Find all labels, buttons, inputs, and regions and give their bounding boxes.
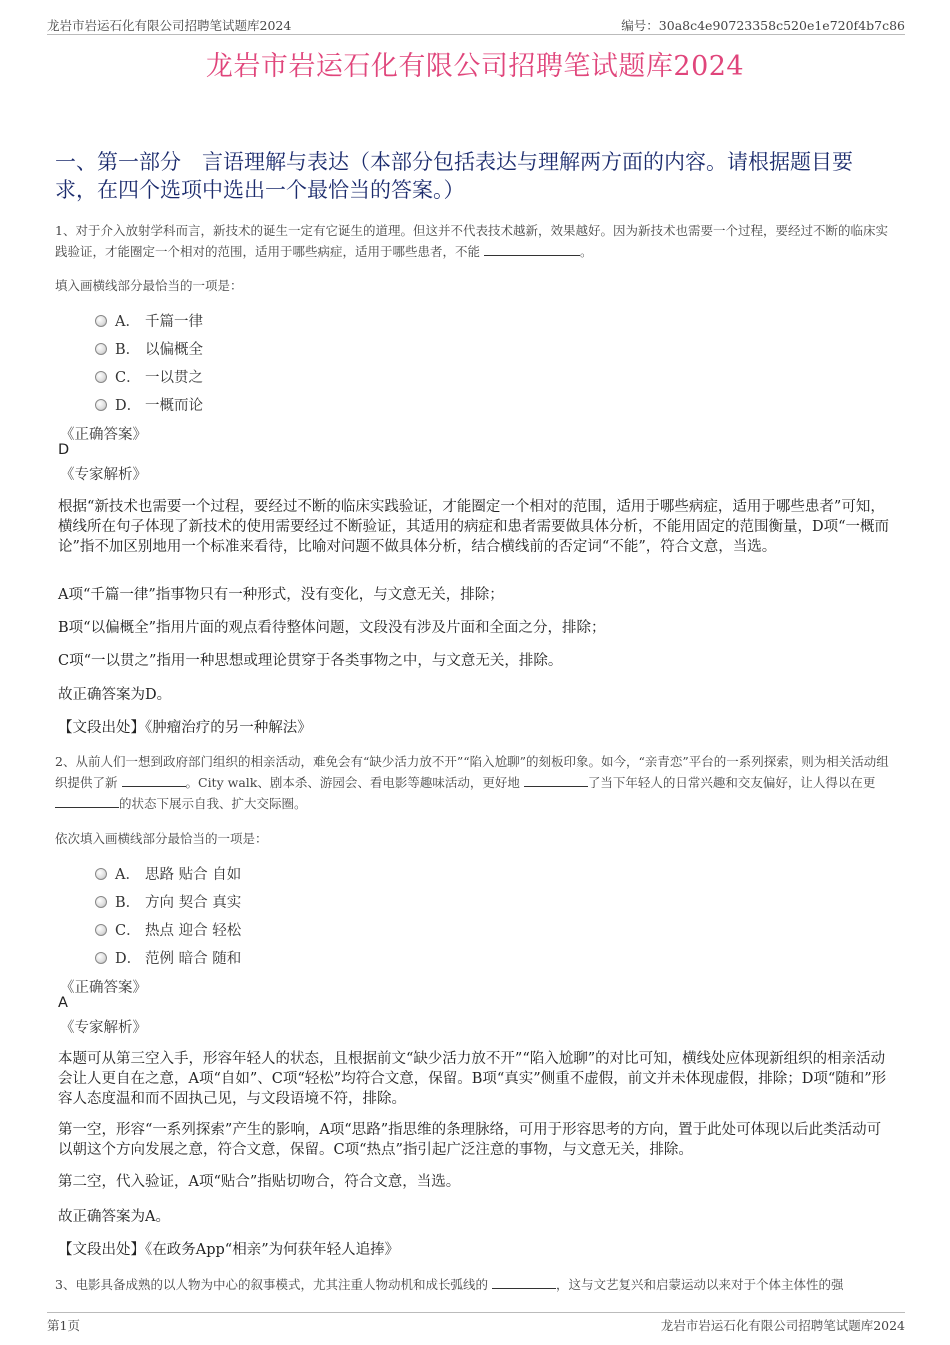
- q1-option-d[interactable]: [95, 394, 203, 414]
- q1-source: 【文段出处】《肿瘤治疗的另一种解法》: [58, 720, 312, 736]
- q1-analysis-paragraph: C项“一以贯之”指用一种思想或理论贯穿于各类事物之中，与文意无关，排除。: [58, 653, 563, 669]
- option-letter: C．: [115, 370, 141, 386]
- q2-analysis-paragraph: 故正确答案为A。: [58, 1209, 170, 1225]
- question-2-stem: 了当下年轻人的日常兴趣和交友偏好，让人得以在更: [587, 775, 876, 790]
- answer-blank: [524, 774, 588, 787]
- option-letter: D．: [115, 951, 142, 967]
- footer-doc-name: 龙岩市岩运石化有限公司招聘笔试题库2024: [660, 1318, 905, 1333]
- option-letter: D．: [115, 398, 142, 414]
- option-text: 以偏概全: [145, 342, 203, 358]
- q1-analysis-paragraph: A项“千篇一律”指事物只有一种形式，没有变化，与文意无关，排除；: [58, 587, 504, 603]
- page-header: [47, 14, 905, 35]
- q1-answer-label: 《正确答案》: [60, 427, 147, 443]
- option-text: 千篇一律: [145, 314, 203, 330]
- q2-option-b[interactable]: [95, 891, 241, 911]
- answer-blank: [492, 1276, 556, 1289]
- radio-icon[interactable]: [95, 399, 107, 411]
- page-footer: [47, 1312, 905, 1333]
- q2-source: 【文段出处】《在政务App“相亲”为何获年轻人追捧》: [58, 1242, 400, 1258]
- q1-analysis-paragraph: B项“以偏概全”指用片面的观点看待整体问题，文段没有涉及片面和全面之分，排除；: [58, 620, 606, 636]
- document-title: 龙岩市岩运石化有限公司招聘笔试题库2024: [205, 51, 745, 82]
- option-text: 一概而论: [145, 398, 203, 414]
- q1-answer: D: [58, 442, 70, 458]
- q1-option-b[interactable]: [95, 338, 203, 358]
- radio-icon[interactable]: [95, 896, 107, 908]
- option-letter: A．: [115, 867, 140, 883]
- page-number: 第1页: [47, 1318, 80, 1333]
- q2-option-a[interactable]: [95, 863, 241, 883]
- answer-blank: [484, 243, 580, 256]
- q2-analysis-label: 《专家解析》: [60, 1020, 147, 1036]
- question-3-stem: ，这与文艺复兴和启蒙运动以来对于个体主体性的强: [555, 1277, 844, 1292]
- q2-option-c[interactable]: [95, 919, 241, 939]
- question-2-prompt: 依次填入画横线部分最恰当的一项是：: [55, 831, 268, 846]
- q2-analysis-paragraph: 本题可从第三空入手，形容年轻人的状态，且根据前文“缺少活力放不开”“陷入尬聊”的对比可知，横线处应体现新组织的相亲活动会让人更自在之意，A项“自如”、C项“轻松”均符合文意，保留。B项“真实”侧重不虚假，前文并未体现虚假，排除；D项“随和”形容人态度温和而不固执己见，与文段语境不符，排除。: [58, 1051, 887, 1107]
- answer-blank: [55, 795, 119, 808]
- q2-option-d[interactable]: [95, 947, 241, 967]
- option-letter: A．: [115, 314, 140, 330]
- radio-icon[interactable]: [95, 371, 107, 383]
- option-text: 思路 贴合 自如: [145, 867, 242, 883]
- option-text: 方向 契合 真实: [145, 895, 242, 911]
- question-2-text: [55, 751, 900, 814]
- question-2-stem: 2、从前人们一想到政府部门组织的相亲活动，难免会有“缺少活力放不开”“陷入尬聊”的刻板印象。如今，“亲青恋”平台的一系列探索，则为相关活动组织提供了新: [55, 754, 889, 790]
- radio-icon[interactable]: [95, 924, 107, 936]
- q2-analysis-paragraph: 第二空，代入验证，A项“贴合”指贴切吻合，符合文意，当选。: [58, 1174, 461, 1190]
- question-1-stem-end: 。: [580, 244, 593, 259]
- section-heading: 一、第一部分 言语理解与表达（本部分包括表达与理解两方面的内容。请根据题目要求，在四个选项中选出一个最恰当的答案。）: [55, 150, 853, 202]
- q1-option-a[interactable]: [95, 310, 203, 330]
- question-3-stem: 3、电影具备成熟的以人物为中心的叙事模式，尤其注重人物动机和成长弧线的: [55, 1277, 488, 1292]
- q1-analysis-paragraph: 故正确答案为D。: [58, 687, 172, 703]
- q1-option-c[interactable]: [95, 366, 203, 386]
- radio-icon[interactable]: [95, 868, 107, 880]
- header-doc-id: 编号：30a8c4e90723358c520e1e720f4b7c86: [621, 18, 905, 33]
- q1-analysis-label: 《专家解析》: [60, 467, 147, 483]
- radio-icon[interactable]: [95, 343, 107, 355]
- header-doc-name: 龙岩市岩运石化有限公司招聘笔试题库2024: [47, 18, 292, 33]
- q1-analysis-paragraph: 根据“新技术也需要一个过程，要经过不断的临床实践验证，才能圈定一个相对的范围，适用于哪些病症，适用于哪些患者”可知，横线所在句子体现了新技术的使用需要经过不断验证，其适用的病症和患者需要做具体分析，不能用固定的范围衡量，D项“一概而论”指不加区别地用一个标准来看待，比喻对问题不做具体分析，结合横线前的否定词“不能”，符合文意，当选。: [58, 499, 890, 555]
- option-letter: C．: [115, 923, 141, 939]
- radio-icon[interactable]: [95, 315, 107, 327]
- q2-answer-label: 《正确答案》: [60, 980, 147, 996]
- question-1-text: [55, 220, 900, 262]
- option-text: 热点 迎合 轻松: [145, 923, 242, 939]
- q2-answer: A: [58, 995, 68, 1011]
- answer-blank: [122, 774, 186, 787]
- question-2-stem: 。City walk、剧本杀、游园会、看电影等趣味活动，更好地: [185, 775, 520, 790]
- option-letter: B．: [115, 895, 141, 911]
- q2-analysis-paragraph: 第一空，形容“一系列探索”产生的影响，A项“思路”指思维的条理脉络，可用于形容思考的方向，置于此处可体现以后此类活动可以朝这个方向发展之意，符合文意，保留。C项“热点”指引起广泛注意的事物，与文意无关，排除。: [58, 1122, 882, 1158]
- option-letter: B．: [115, 342, 141, 358]
- option-text: 一以贯之: [145, 370, 203, 386]
- question-3-text: [55, 1274, 900, 1295]
- question-2-stem-end: 的状态下展示自我、扩大交际圈。: [119, 796, 307, 811]
- question-1-prompt: 填入画横线部分最恰当的一项是：: [55, 278, 243, 293]
- radio-icon[interactable]: [95, 952, 107, 964]
- question-1-stem: 1、对于介入放射学科而言，新技术的诞生一定有它诞生的道理。但这并不代表技术越新，效果越好。因为新技术也需要一个过程，要经过不断的临床实践验证，才能圈定一个相对的范围，适用于哪些病症，适用于哪些患者，不能: [55, 223, 888, 259]
- option-text: 范例 暗合 随和: [145, 951, 242, 967]
